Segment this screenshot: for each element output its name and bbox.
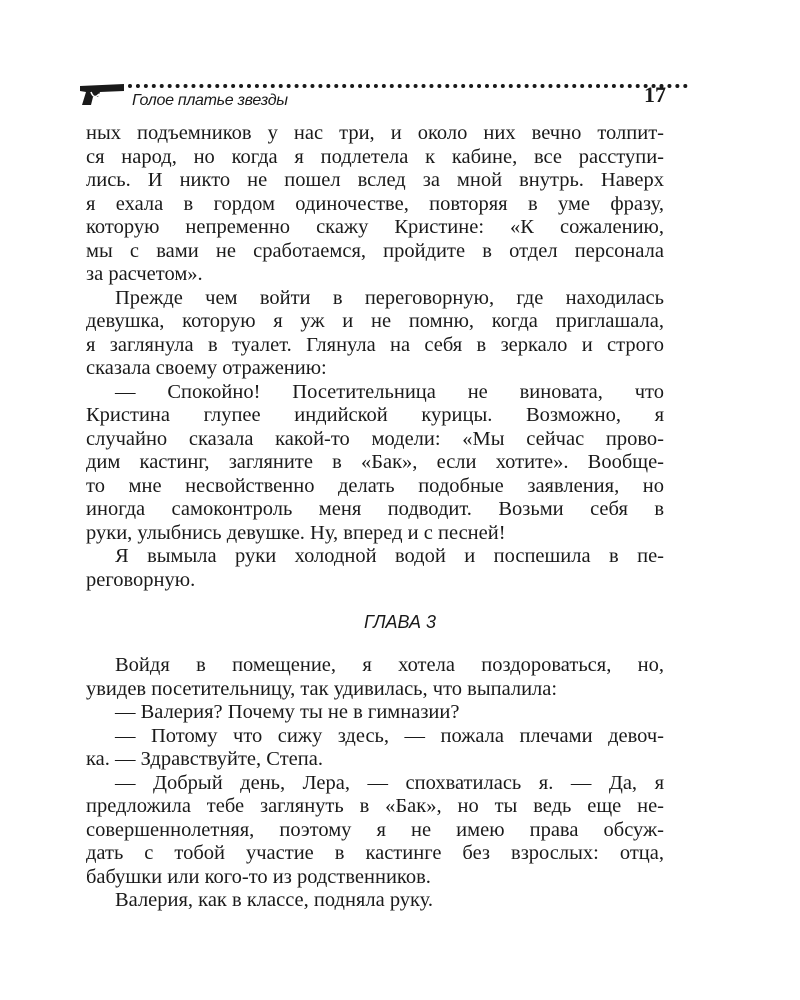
text-line: — Валерия? Почему ты не в гимназии? <box>115 701 460 723</box>
text-line: Войдя в помещение, я хотела поздороваться, но, <box>115 654 664 676</box>
header-dotted-rule <box>128 84 688 92</box>
text-line: лись. И никто не пошел вслед за мной внутрь. Наверх <box>86 169 664 191</box>
text-line: я заглянула в туалет. Глянула на себя в зеркало и строго <box>86 333 664 356</box>
text-line: — Спокойно! Посетительница не виновата, что <box>115 380 664 403</box>
text-line: Кристина глупее индийской курицы. Возможно, я <box>86 404 664 426</box>
text-line: реговорную. <box>86 568 196 591</box>
text-line: которую непременно скажу Кристине: «К сожалению, <box>86 216 664 238</box>
text-line: за расчетом». <box>86 263 203 285</box>
text-line: дать с тобой участие в кастинге без взрослых: отца, <box>86 842 664 864</box>
text-line: совершеннолетняя, поэтому я не имею права обсуж- <box>86 818 664 841</box>
text-line: Валерия, как в классе, подняла руку. <box>115 889 434 911</box>
chapter-heading: ГЛАВА 3 <box>364 612 436 632</box>
text-line: то мне несвойственно делать подобные заявления, но <box>86 474 664 497</box>
text-line: Я вымыла руки холодной водой и поспешила в пе- <box>115 545 664 567</box>
text-line: — Добрый день, Лера, — спохватилась я. — Да, я <box>115 771 664 794</box>
page-number: 17 <box>644 82 666 107</box>
text-line: бабушки или кого-то из родственников. <box>86 865 431 888</box>
text-line: Прежде чем войти в переговорную, где находилась <box>115 286 664 309</box>
text-line: иногда самоконтроль меня подводит. Возьми себя в <box>86 498 664 520</box>
text-line: девушка, которую я уж и не помню, когда приглашала, <box>86 310 664 332</box>
pistol-icon <box>78 80 128 106</box>
text-line: ся народ, но когда я подлетела к кабине, все расступи- <box>86 145 664 168</box>
body-text-top <box>86 122 664 592</box>
text-line: руки, улыбнись девушке. Ну, вперед и с песней! <box>86 521 506 544</box>
text-line: — Потому что сижу здесь, — пожала плечами девоч- <box>115 724 664 747</box>
text-line: дим кастинг, загляните в «Бак», если хотите». Вообще- <box>86 451 664 473</box>
page-header <box>78 70 666 114</box>
text-line: предложила тебе заглянуть в «Бак», но ты ведь еще не- <box>86 795 664 817</box>
text-line: случайно сказала какой-то модели: «Мы сейчас прово- <box>86 427 664 450</box>
text-line: мы с вами не сработаемся, пройдите в отдел персонала <box>86 239 664 262</box>
text-line: ка. — Здравствуйте, Степа. <box>86 748 323 770</box>
text-line: сказала своему отражению: <box>86 357 327 379</box>
body-text-bottom <box>86 654 664 913</box>
text-line: увидев посетительницу, так удивилась, что выпалила: <box>86 677 558 700</box>
text-line: я ехала в гордом одиночестве, повторяя в уме фразу, <box>86 192 664 215</box>
running-title: Голое платье звезды <box>132 92 288 109</box>
text-line: ных подъемников у нас три, и около них вечно толпит- <box>86 122 664 144</box>
